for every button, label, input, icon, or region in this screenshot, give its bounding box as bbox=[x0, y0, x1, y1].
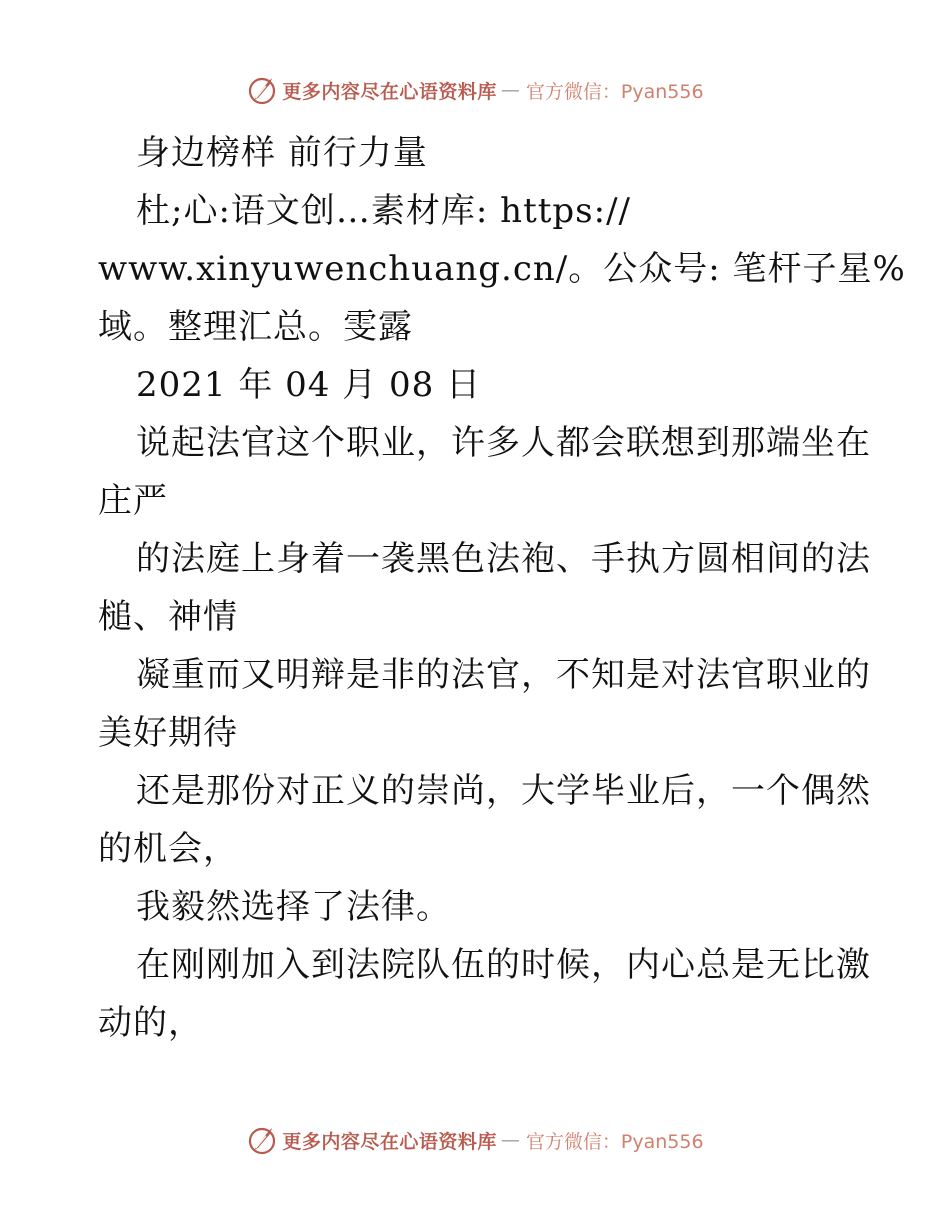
feather-pen-logo-icon bbox=[246, 74, 278, 106]
header-banner-separator: — bbox=[500, 79, 520, 101]
footer-banner bbox=[0, 1120, 950, 1160]
feather-pen-logo-icon bbox=[246, 1124, 278, 1156]
doc-line: 凝重而又明辩是非的法官，不知是对法官职业的 bbox=[136, 655, 871, 695]
footer-banner-separator: — bbox=[500, 1129, 520, 1151]
doc-line: 还是那份对正义的崇尚，大学毕业后，一个偶然 bbox=[136, 771, 871, 811]
doc-line: 杜;心:语文创…素材库: https:// bbox=[136, 191, 631, 231]
footer-banner-title: 更多内容尽在心语资料库 bbox=[282, 1130, 497, 1153]
doc-line: 我毅然选择了法律。 bbox=[136, 887, 451, 927]
doc-line: 域。整理汇总。雯露 bbox=[98, 307, 413, 347]
doc-line: 美好期待 bbox=[98, 713, 238, 753]
doc-line: 2021 年 04 月 08 日 bbox=[136, 365, 482, 405]
header-banner-wechat: 官方微信：Pyan556 bbox=[525, 80, 704, 103]
doc-line: 的机会， bbox=[98, 829, 238, 869]
doc-line: www.xinyuwenchuang.cn/。公众号: 笔杆子星% bbox=[98, 249, 906, 289]
doc-line: 说起法官这个职业，许多人都会联想到那端坐在 bbox=[136, 423, 871, 463]
document-body bbox=[98, 124, 906, 1052]
doc-line: 的法庭上身着一袭黑色法袍、手执方圆相间的法 bbox=[136, 539, 871, 579]
doc-line: 身边榜样 前行力量 bbox=[136, 133, 428, 173]
doc-line: 动的， bbox=[98, 1003, 203, 1043]
doc-line: 在刚刚加入到法院队伍的时候，内心总是无比激 bbox=[136, 945, 871, 985]
footer-banner-inner bbox=[246, 1124, 703, 1156]
footer-banner-wechat: 官方微信：Pyan556 bbox=[525, 1130, 704, 1153]
header-banner-title: 更多内容尽在心语资料库 bbox=[282, 80, 497, 103]
header-banner bbox=[0, 70, 950, 110]
doc-line: 庄严 bbox=[98, 481, 168, 521]
doc-line: 槌、神情 bbox=[98, 597, 238, 637]
header-banner-inner bbox=[246, 74, 703, 106]
